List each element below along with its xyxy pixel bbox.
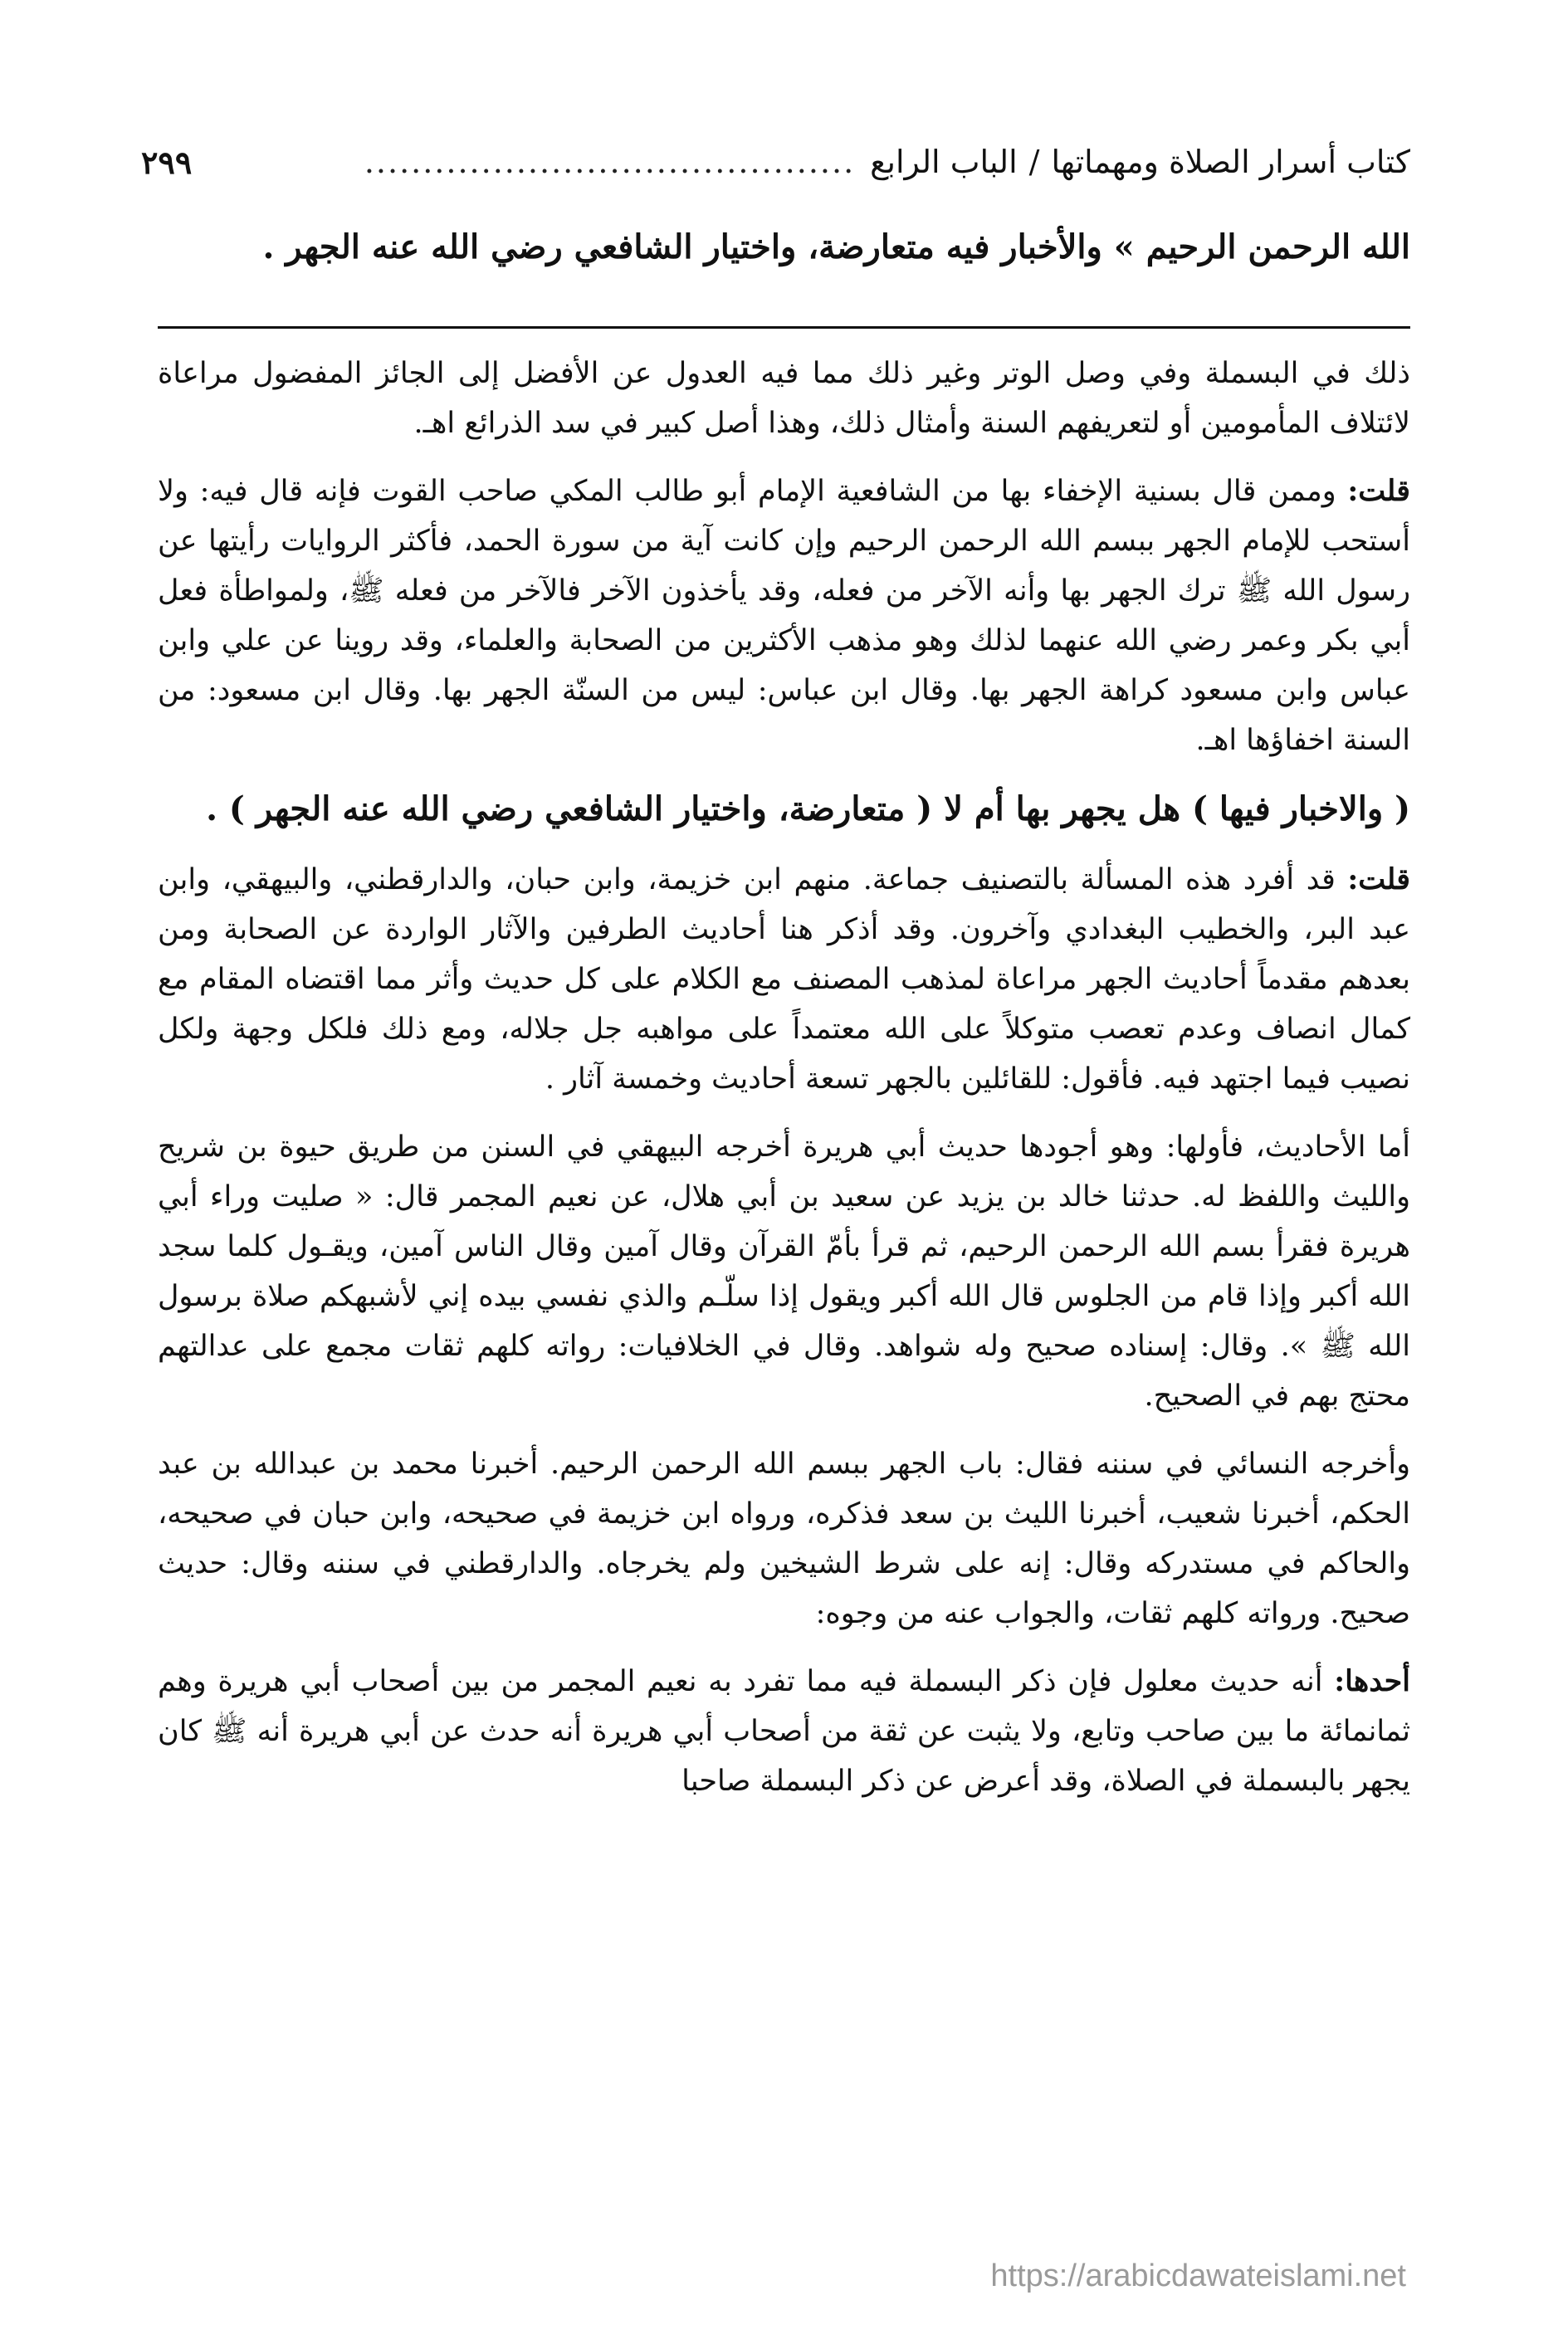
watermark-url: https://arabicdawateislami.net [990, 2259, 1406, 2293]
paragraph [158, 1657, 1410, 1806]
commentary-body [158, 349, 1410, 1824]
paragraph-lead: قلت: [1347, 862, 1410, 896]
header-chapter: الباب الرابع [870, 144, 1018, 180]
paragraph [158, 349, 1410, 448]
header-leader-dots: .......................................... [364, 144, 856, 180]
paragraph-text: وأخرجه النسائي في سننه فقال: باب الجهر ببسم الله الرحمن الرحيم. أخبرنا محمد بن عبدالله بن عبد الحكم، أخبرنا شعيب، أخبرنا الليث بن سعد فذكره، ورواه ابن خزيمة في صحيحه، وابن حبان في صحيحه، والحاكم في مستدركه وقال: إنه على شرط الشيخين ولم يخرجاه. والدارقطني في سننه وقال: حديث صحيح. ورواته كلهم ثقات، والجواب عنه من وجوه: [158, 1448, 1410, 1630]
paragraph [158, 1122, 1410, 1421]
paragraph [158, 1439, 1410, 1638]
paragraph-lead: قلت: [1347, 474, 1410, 508]
paragraph-text: أما الأحاديث، فأولها: وهو أجودها حديث أبي هريرة أخرجه البيهقي في السنن من طريق حيوة بن شريح والليث واللفظ له. حدثنا خالد بن يزيد عن سعيد بن أبي هلال، عن نعيم المجمر قال: « صليت وراء أبي هريرة فقرأ بسم الله الرحمن الرحيم، ثم قرأ بأمّ القرآن وقال آمين وقال الناس آمين، ويقـول كلما سجد الله أكبر وإذا قام من الجلوس قال الله أكبر ويقول إذا سلّـم والذي نفسي بيده إني لأشبهكم صلاة برسول الله ﷺ ». وقال: إسناده صحيح وله شواهد. وقال في الخلافيات: رواته كلهم ثقات مجمع على عدالتهم محتج بهم في الصحيح. [158, 1130, 1410, 1413]
paragraph-text: قد أفرد هذه المسألة بالتصنيف جماعة. منهم ابن خزيمة، وابن حبان، والدارقطني، والبيهقي، وابن عبد البر، والخطيب البغدادي وآخرون. وقد أذكر هنا أحاديث الطرفين والآثار الواردة عن الصحابة ومن بعدهم مقدماً أحاديث الجهر مراعاة لمذهب المصنف مع الكلام على كل حديث وأثر مما اقتضاه المقام مع كمال انصاف وعدم تعصب متوكلاً على الله معتمداً على مواهبه جل جلاله، ومع ذلك فلكل وجهة ولكل نصيب فيما اجتهد فيه. فأقول: للقائلين بالجهر تسعة أحاديث وخمسة آثار . [158, 863, 1410, 1096]
header-separator: / [1028, 144, 1040, 180]
paragraph-text: ذلك في البسملة وفي وصل الوتر وغير ذلك مما فيه العدول عن الأفضل إلى الجائز المفضول مراعاة لائتلاف المأمومين أو لتعريفهم السنة وأمثال ذلك، وهذا أصل كبير في سد الذرائع اهـ. [158, 357, 1410, 440]
running-header [141, 137, 1410, 187]
paragraph-text: وممن قال بسنية الإخفاء بها من الشافعية الإمام أبو طالب المكي صاحب القوت فإنه قال فيه: ولا أستحب للإمام الجهر ببسم الله الرحمن الرحيم وإن كانت آية من سورة الحمد، فأكثر الروايات رأيتها عن رسول الله ﷺ ترك الجهر بها وأنه الآخر من فعله، وقد يأخذون الآخر فالآخر من فعله ﷺ، ولمواطأة فعل أبي بكر وعمر رضي الله عنهما لذلك وهو مذهب الأكثرين من الصحابة والعلماء، وقد روينا عن علي وابن عباس وابن مسعود كراهة الجهر بها. وقال ابن عباس: ليس من السنّة الجهر بها. وقال ابن مسعود: من السنة اخفاؤها اهـ. [158, 475, 1410, 757]
paragraph [158, 466, 1410, 765]
quoted-matn: ( والاخبار فيها ) هل يجهر بها أم لا ( متعارضة، واختيار الشافعي رضي الله عنه الجهر ) . [206, 789, 1410, 828]
page-number: ٢٩٩ [141, 143, 193, 181]
header-book-title: كتاب أسرار الصلاة ومهماتها [1051, 144, 1410, 180]
matn-text: الله الرحمن الرحيم » والأخبار فيه متعارضة، واختيار الشافعي رضي الله عنه الجهر . [262, 227, 1410, 266]
paragraph-text: أنه حديث معلول فإن ذكر البسملة فيه مما تفرد به نعيم المجمر من بين أصحاب أبي هريرة وهم ثمانمائة ما بين صاحب وتابع، ولا يثبت عن ثقة من أصحاب أبي هريرة أنه حدث عن أبي هريرة أنه ﷺ كان يجهر بالبسملة في الصلاة، وقد أعرض عن ذكر البسملة صاحبا [158, 1665, 1410, 1798]
paragraph [158, 855, 1410, 1104]
paragraph-lead: أحدها: [1334, 1664, 1410, 1698]
section-divider [158, 326, 1410, 329]
